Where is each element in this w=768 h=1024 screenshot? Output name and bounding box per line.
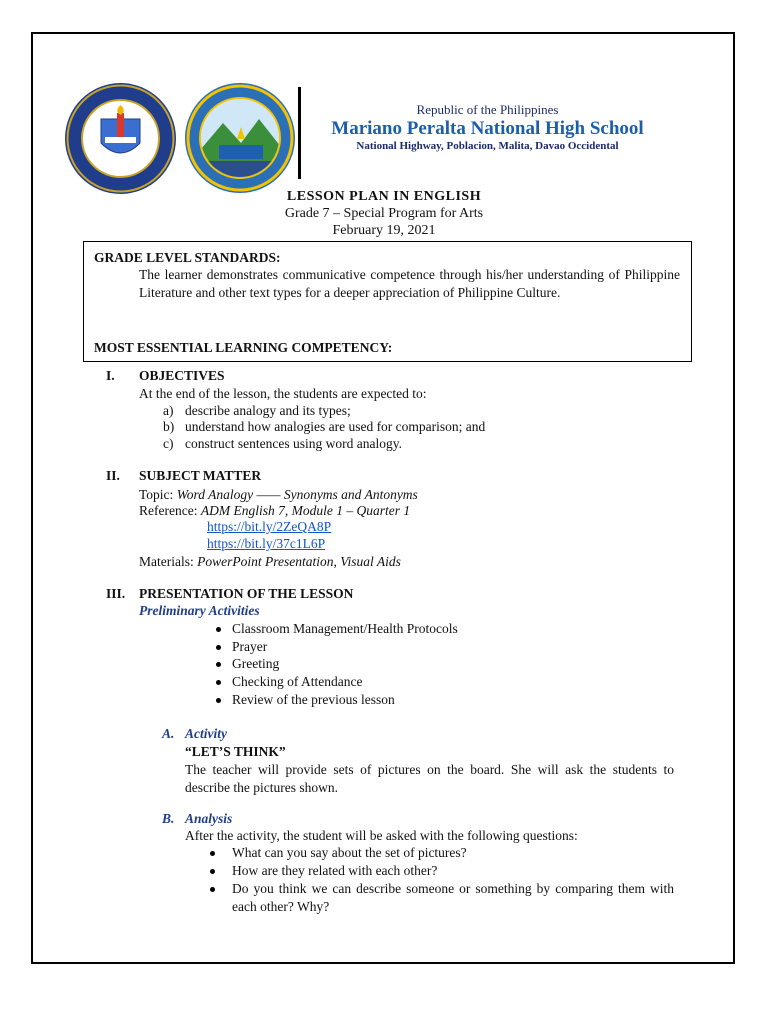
bullet-icon bbox=[216, 662, 221, 667]
bullet-icon bbox=[216, 698, 221, 703]
bullet-icon bbox=[216, 645, 221, 650]
materials-line bbox=[139, 553, 401, 571]
activity-letter: A. bbox=[162, 726, 175, 741]
standards-box bbox=[83, 241, 692, 362]
grade-level-standards-heading: GRADE LEVEL STANDARDS: bbox=[94, 250, 281, 265]
topic-value: Word Analogy —— Synonyms and Antonyms bbox=[176, 487, 418, 502]
reference-line bbox=[139, 502, 410, 520]
torch-shield-icon bbox=[83, 101, 158, 176]
preliminary-item: Prayer bbox=[232, 639, 268, 654]
objective-item: describe analogy and its types; bbox=[185, 403, 351, 418]
bullet-icon bbox=[210, 869, 215, 874]
objectives-numeral: I. bbox=[106, 368, 115, 383]
preliminary-item: Classroom Management/Health Protocols bbox=[232, 621, 458, 636]
bullet-icon bbox=[216, 680, 221, 685]
deped-seal-emblem bbox=[81, 99, 160, 178]
reference-label: Reference: bbox=[139, 503, 201, 518]
materials-label: Materials: bbox=[139, 554, 198, 569]
analysis-letter: B. bbox=[162, 811, 175, 826]
subject-matter-numeral: II. bbox=[106, 468, 120, 483]
analysis-heading: Analysis bbox=[185, 811, 233, 826]
school-seal-logo bbox=[185, 83, 295, 193]
objectives-intro: At the end of the lesson, the students are expected to: bbox=[139, 386, 427, 401]
school-seal-emblem bbox=[199, 97, 281, 179]
materials-value: PowerPoint Presentation, Visual Aids bbox=[197, 554, 401, 569]
objective-item: construct sentences using word analogy. bbox=[185, 436, 402, 451]
analysis-question: How are they related with each other? bbox=[232, 863, 438, 878]
grade-level-standards-text: The learner demonstrates communicative competence through his/her understanding of Philippine Literature and other text types for a deeper appreciation of Philippine Culture. bbox=[139, 267, 680, 300]
activity-title: “LET’S THINK” bbox=[185, 744, 286, 759]
preliminary-item: Review of the previous lesson bbox=[232, 692, 395, 707]
objective-marker: a) bbox=[163, 403, 174, 418]
reference-link[interactable]: https://bit.ly/2ZeQA8P bbox=[207, 519, 332, 534]
analysis-question: What can you say about the set of pictures? bbox=[232, 845, 467, 860]
lesson-plan-grade: Grade 7 – Special Program for Arts bbox=[284, 206, 484, 221]
objectives-heading: OBJECTIVES bbox=[139, 368, 225, 383]
analysis-question: Do you think we can describe someone or something by comparing them with each other? Why? bbox=[232, 881, 674, 914]
objective-item: understand how analogies are used for comparison; and bbox=[185, 419, 486, 434]
reference-value: ADM English 7, Module 1 – Quarter 1 bbox=[200, 503, 411, 518]
bullet-icon bbox=[216, 627, 221, 632]
school-address: National Highway, Poblacion, Malita, Davao Occidental bbox=[356, 140, 619, 152]
objective-marker: c) bbox=[163, 436, 174, 451]
deped-seal-logo bbox=[65, 83, 176, 194]
header-divider bbox=[298, 87, 301, 179]
presentation-heading: PRESENTATION OF THE LESSON bbox=[139, 586, 354, 601]
lesson-plan-title: LESSON PLAN IN ENGLISH bbox=[286, 189, 482, 204]
subject-matter-heading: SUBJECT MATTER bbox=[139, 468, 262, 483]
reference-link[interactable]: https://bit.ly/37c1L6P bbox=[207, 536, 326, 551]
bullet-icon bbox=[210, 851, 215, 856]
objective-marker: b) bbox=[163, 419, 175, 434]
analysis-intro: After the activity, the student will be asked with the following questions: bbox=[185, 828, 578, 843]
bullet-icon bbox=[210, 887, 215, 892]
activity-heading: Activity bbox=[185, 726, 227, 741]
activity-text: The teacher will provide sets of pictures on the board. She will ask the students to describe the pictures shown. bbox=[185, 762, 674, 795]
preliminary-heading: Preliminary Activities bbox=[139, 603, 260, 618]
republic-label: Republic of the Philippines bbox=[416, 102, 559, 117]
topic-label: Topic: bbox=[139, 487, 177, 502]
preliminary-item: Checking of Attendance bbox=[232, 674, 363, 689]
preliminary-item: Greeting bbox=[232, 656, 280, 671]
school-name: Mariano Peralta National High School bbox=[331, 118, 644, 139]
presentation-numeral: III. bbox=[106, 586, 126, 601]
melc-heading: MOST ESSENTIAL LEARNING COMPETENCY: bbox=[94, 340, 393, 355]
lesson-plan-date: February 19, 2021 bbox=[332, 223, 436, 238]
